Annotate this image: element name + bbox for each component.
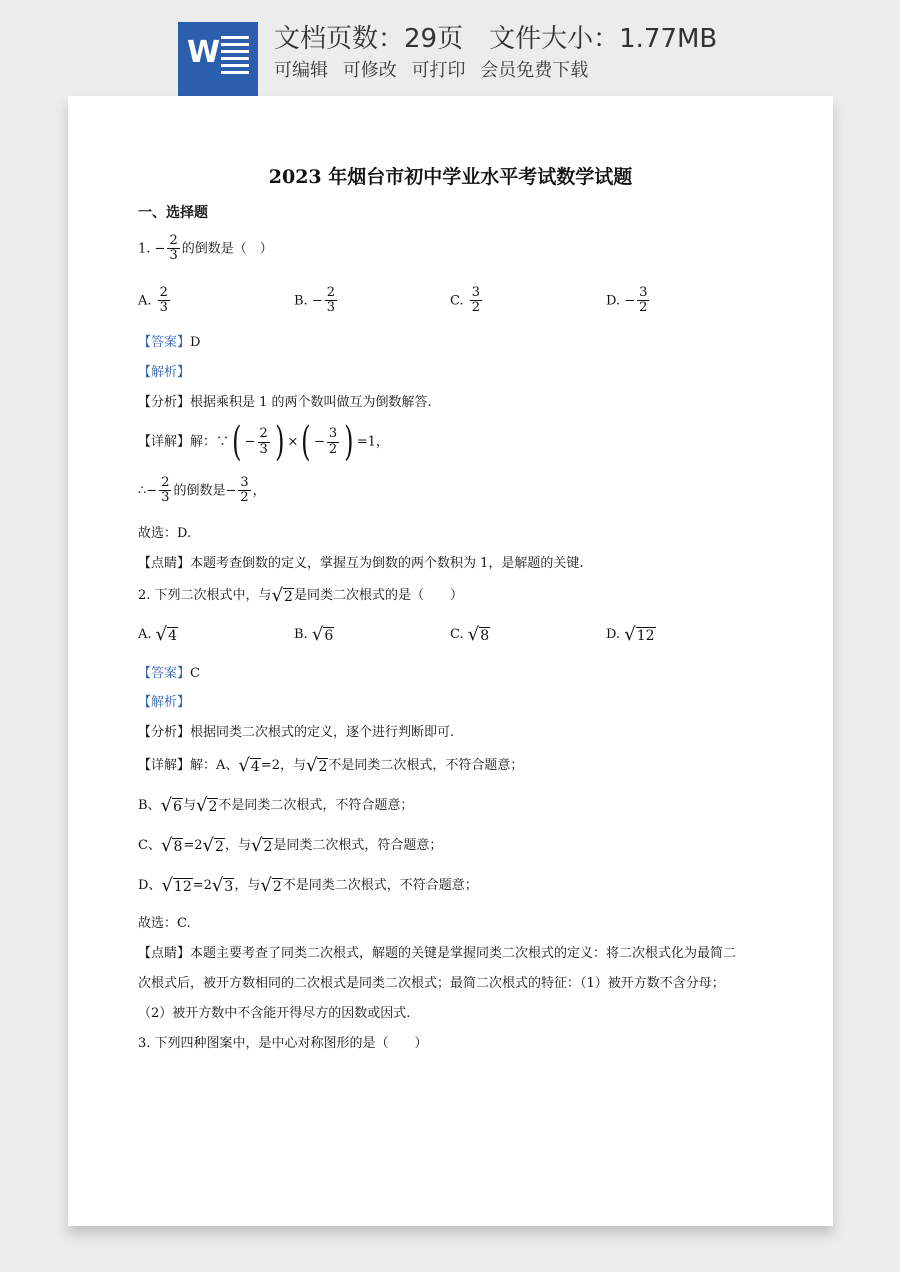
sqrt: √2 [195, 795, 218, 816]
option-sign: − [624, 293, 636, 309]
sqrt: √3 [211, 875, 234, 896]
comment-text: 本题主要考查了同类二次根式，解题的关键是掌握同类二次根式的定义：将二次根式化为最简二 [190, 946, 737, 961]
radicand: 2 [208, 799, 218, 815]
fraction [470, 286, 482, 316]
fenxi-line [138, 391, 778, 410]
radicand: 12 [173, 879, 192, 895]
question-1-options [138, 286, 778, 326]
sqrt: √8 [160, 835, 183, 856]
numerator: 2 [259, 426, 268, 442]
question-2-stem [138, 584, 778, 606]
question-number: 1. [138, 241, 151, 257]
denominator: 2 [328, 441, 338, 457]
option-c [450, 286, 484, 316]
question-2-options [138, 624, 778, 650]
answer-line [138, 662, 778, 681]
option-label: C. [450, 627, 464, 642]
denominator: 3 [326, 300, 336, 316]
stem-text: 是同类二次根式的是（ ） [293, 588, 463, 603]
numerator: 2 [169, 233, 178, 248]
detail-prefix: 解：∵ [190, 434, 230, 450]
detail-line-b [138, 794, 778, 816]
comment-line-2: 次根式后，被开方数相同的二次根式是同类二次根式；最简二次根式的特征：（1）被开方数不含分母； [138, 976, 725, 991]
line-prefix: C、 [138, 838, 161, 853]
radicand: 6 [324, 628, 334, 644]
radicand: 3 [224, 879, 234, 895]
comment-tag: 【点睛】 [138, 556, 191, 571]
option-b [294, 286, 339, 316]
numerator: 3 [471, 285, 481, 300]
option-label: D. [606, 627, 621, 642]
answer-value: C [190, 666, 200, 681]
therefore-end: ， [252, 483, 266, 499]
option-a [138, 286, 172, 316]
fraction [327, 427, 339, 457]
option-d [606, 624, 656, 645]
minus-sign: − [244, 434, 256, 450]
detail-line-a [138, 754, 778, 776]
choose-line: 故选：C. [138, 916, 191, 931]
minus-sign: − [313, 434, 325, 450]
line-eq: =2 [192, 878, 212, 893]
line-mid: ，与 [224, 838, 251, 853]
denominator: 3 [259, 441, 268, 457]
numerator: 3 [328, 426, 338, 442]
option-label: A. [138, 293, 152, 309]
minus-sign: − [154, 241, 166, 257]
numerator: 3 [639, 285, 648, 300]
line-eq: =2 [183, 838, 203, 853]
sqrt: √4 [155, 624, 178, 645]
feature-printable: 可打印 [411, 60, 466, 81]
numerator: 3 [240, 475, 249, 490]
radicand: 2 [284, 589, 293, 605]
radicand: 2 [318, 759, 328, 775]
right-paren: ) [274, 419, 285, 465]
comment-line-3: （2）被开方数中不含能开得尽方的因数或因式. [138, 1006, 411, 1021]
therefore-sign: ∴ [138, 483, 147, 499]
radicand: 2 [215, 839, 224, 855]
line-prefix: D、 [138, 878, 162, 893]
option-label: A. [138, 627, 152, 642]
right-paren: ) [344, 419, 354, 465]
line-end: 不是同类二次根式，不符合题意； [328, 758, 524, 773]
banner-title [274, 18, 743, 55]
therefore-line [138, 476, 778, 506]
sqrt: √2 [271, 585, 293, 606]
fenxi-line [138, 721, 778, 740]
option-label: B. [294, 627, 308, 642]
sqrt: √2 [306, 755, 328, 776]
choose-line: 故选：D. [138, 526, 192, 541]
option-c [450, 624, 490, 645]
download-banner [0, 0, 900, 96]
comment-line-1 [138, 942, 778, 961]
feature-editable: 可编辑 [274, 60, 328, 81]
detail-tag: 【详解】 [138, 758, 191, 773]
fraction [325, 286, 337, 316]
stem-text: 下列四种图案中，是中心对称图形的是（ ） [154, 1036, 428, 1051]
feature-member-download: 会员免费下载 [480, 60, 589, 81]
denominator: 3 [161, 490, 170, 506]
word-icon-letter: W [187, 35, 221, 70]
radicand: 2 [272, 879, 282, 895]
question-tail: 的倒数是（ ） [181, 241, 273, 257]
comment-text: 本题考查倒数的定义，掌握互为倒数的两个数积为 1，是解题的关键. [190, 556, 584, 571]
feature-modifiable: 可修改 [342, 60, 397, 81]
line-prefix: 解：A、 [190, 758, 239, 773]
radicand: 2 [263, 839, 273, 855]
fraction [258, 427, 270, 457]
page-count: 文档页数：29页 [274, 24, 464, 54]
sqrt: √2 [202, 835, 224, 856]
radicand: 4 [250, 759, 260, 775]
analysis-tag: 【解析】 [138, 365, 191, 380]
sqrt: √4 [238, 755, 260, 776]
word-document-icon [178, 22, 258, 96]
sqrt: √2 [260, 875, 282, 896]
comment-line [138, 552, 778, 571]
denominator: 3 [169, 248, 178, 264]
sqrt: √12 [161, 875, 192, 896]
radicand: 6 [173, 799, 182, 815]
minus-sign: − [146, 483, 158, 499]
section-heading: 一、选择题 [138, 205, 208, 221]
sqrt: √8 [467, 624, 490, 645]
fenxi-tag: 【分析】 [138, 395, 191, 410]
line-mid: ，与 [279, 758, 306, 773]
answer-line [138, 331, 778, 350]
question-number: 2. [138, 588, 151, 603]
equals-one: =1， [356, 434, 389, 450]
line-end: 不是同类二次根式，不符合题意； [218, 798, 414, 813]
fraction [238, 476, 250, 506]
question-1-stem [138, 234, 778, 264]
document-page [68, 96, 833, 1226]
stem-text: 下列二次根式中，与 [154, 588, 272, 603]
option-sign: − [311, 293, 323, 309]
left-paren: ( [232, 419, 242, 465]
detail-line-d [138, 874, 778, 896]
fraction [637, 286, 649, 316]
answer-tag: 【答案】 [138, 335, 191, 350]
radicand: 4 [168, 628, 178, 644]
radicand: 12 [636, 628, 655, 644]
left-paren: ( [301, 419, 311, 465]
answer-tag: 【答案】 [138, 666, 191, 681]
fraction [167, 234, 179, 264]
line-mid: ，与 [234, 878, 261, 893]
line-mid: 与 [182, 798, 196, 813]
comment-tag: 【点睛】 [138, 946, 191, 961]
minus-sign: − [225, 483, 237, 499]
option-a [138, 624, 178, 645]
numerator: 2 [326, 285, 336, 300]
denominator: 2 [240, 490, 249, 506]
detail-line-c [138, 834, 778, 856]
option-label: D. [606, 293, 621, 309]
radicand: 8 [173, 839, 183, 855]
answer-value: D [190, 335, 201, 350]
option-d [606, 286, 651, 316]
denominator: 3 [159, 300, 168, 316]
fraction [158, 286, 170, 316]
denominator: 2 [639, 300, 648, 316]
numerator: 2 [159, 285, 168, 300]
file-size: 文件大小：1.77MB [489, 24, 718, 54]
option-label: B. [294, 293, 308, 309]
line-end: 不是同类二次根式，不符合题意； [282, 878, 478, 893]
question-3-stem [138, 1032, 778, 1051]
sqrt: √6 [311, 624, 334, 645]
denominator: 2 [471, 300, 481, 316]
option-label: C. [450, 293, 464, 309]
line-eq: =2 [260, 758, 280, 773]
fenxi-text: 根据同类二次根式的定义，逐个进行判断即可. [190, 725, 455, 740]
times-sign: × [287, 434, 299, 450]
analysis-tag: 【解析】 [138, 695, 191, 710]
fraction [159, 476, 171, 506]
line-end: 是同类二次根式，符合题意； [273, 838, 443, 853]
sqrt: √6 [160, 795, 182, 816]
sqrt: √12 [624, 624, 655, 645]
option-b [294, 624, 334, 645]
document-title: 2023 年烟台市初中学业水平考试数学试题 [268, 166, 633, 188]
numerator: 2 [161, 475, 170, 490]
fenxi-text: 根据乘积是 1 的两个数叫做互为倒数解答. [190, 395, 432, 410]
question-number: 3. [138, 1036, 151, 1051]
detail-line [138, 419, 778, 465]
line-prefix: B、 [138, 798, 161, 813]
radicand: 8 [480, 628, 490, 644]
banner-features [274, 56, 597, 82]
detail-tag: 【详解】 [138, 434, 191, 450]
therefore-text: 的倒数是 [173, 483, 226, 499]
sqrt: √2 [250, 835, 273, 856]
fenxi-tag: 【分析】 [138, 725, 191, 740]
